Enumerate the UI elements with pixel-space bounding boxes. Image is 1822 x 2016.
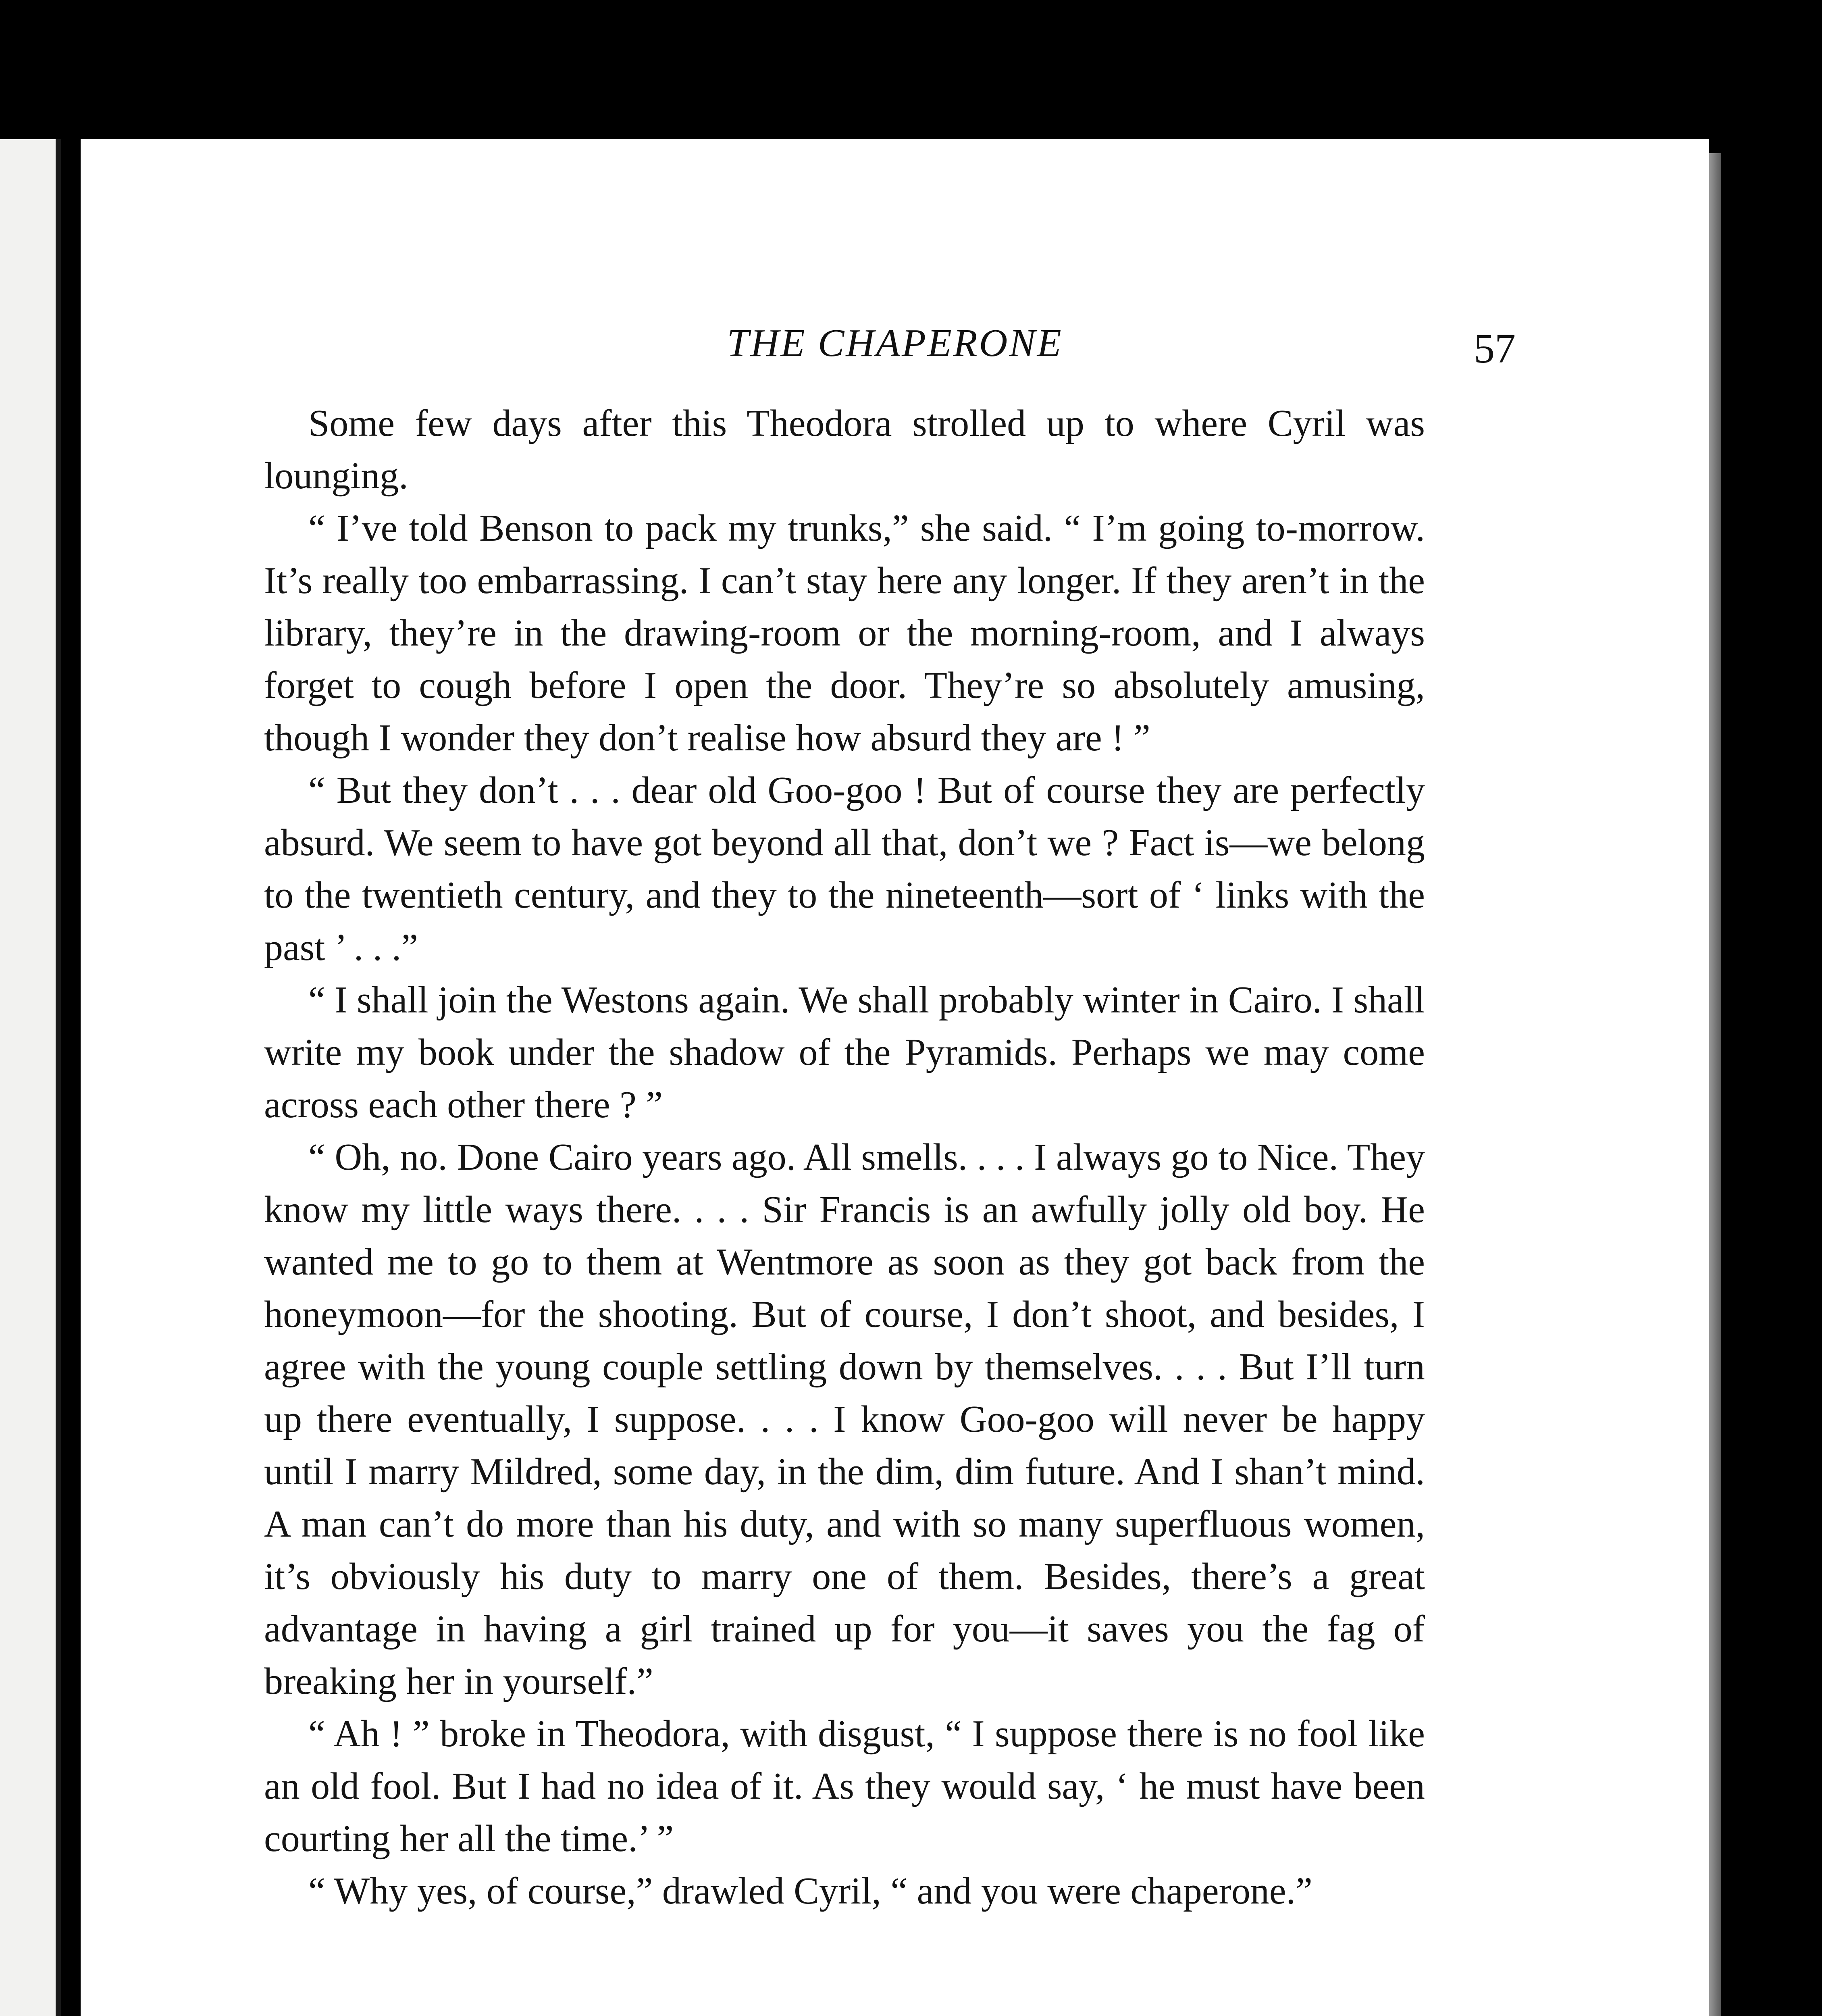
body-text: [264, 397, 1425, 1917]
paragraph: “ I’ve told Benson to pack my trunks,” she said. “ I’m going to-morrow. It’s really too embarrassing. I can’t stay here any longer. If they aren’t in the library, they’re in the drawing-room or the morning-room, and I always forget to cough before I open the door. They’re so absolutely amusing, though I wonder they don’t realise how absurd they are ! ”: [264, 507, 1425, 759]
page-header: [81, 321, 1709, 381]
book-page: [81, 139, 1709, 2016]
paragraph: “ But they don’t . . . dear old Goo-goo ! But of course they are perfectly absurd. We seem to have got beyond all that, don’t we ? Fact is—we belong to the twentieth century, and they to the nineteenth—sort of ‘ links with the past ’ . . .”: [264, 769, 1425, 968]
paragraph: “ Oh, no. Done Cairo years ago. All smells. . . . I always go to Nice. They know my little ways there. . . . Sir Francis is an awfully jolly old boy. He wanted me to go to them at Wentmore as soon as they got back from the honeymoon—for the shooting. But of course, I don’t shoot, and besides, I agree with the young couple settling down by themselves. . . . But I’ll turn up there eventually, I suppose. . . . I know Goo-goo will never be happy until I marry Mildred, some day, in the dim, dim future. And I shan’t mind. A man can’t do more than his duty, and with so many superfluous women, it’s obviously his duty to marry one of them. Besides, there’s a great advantage in having a girl trained up for you—it saves you the fag of breaking her in yourself.”: [264, 1136, 1425, 1702]
paragraph: “ Ah ! ” broke in Theodora, with disgust, “ I suppose there is no fool like an old fool. But I had no idea of it. As they would say, ‘ he must have been courting her all the time.’ ”: [264, 1713, 1425, 1860]
page-stack-edge: [1709, 153, 1721, 2016]
paragraph: “ Why yes, of course,” drawled Cyril, “ and you were chaperone.”: [308, 1870, 1312, 1912]
running-title: THE CHAPERONE: [727, 321, 1063, 365]
paragraph: Some few days after this Theodora strolled up to where Cyril was lounging.: [264, 402, 1425, 497]
paragraph: “ I shall join the Westons again. We shall probably winter in Cairo. I shall write my book under the shadow of the Pyramids. Perhaps we may come across each other there ? ”: [264, 979, 1425, 1126]
facing-page-edge: [0, 139, 61, 2016]
page-number: 57: [1474, 325, 1516, 372]
